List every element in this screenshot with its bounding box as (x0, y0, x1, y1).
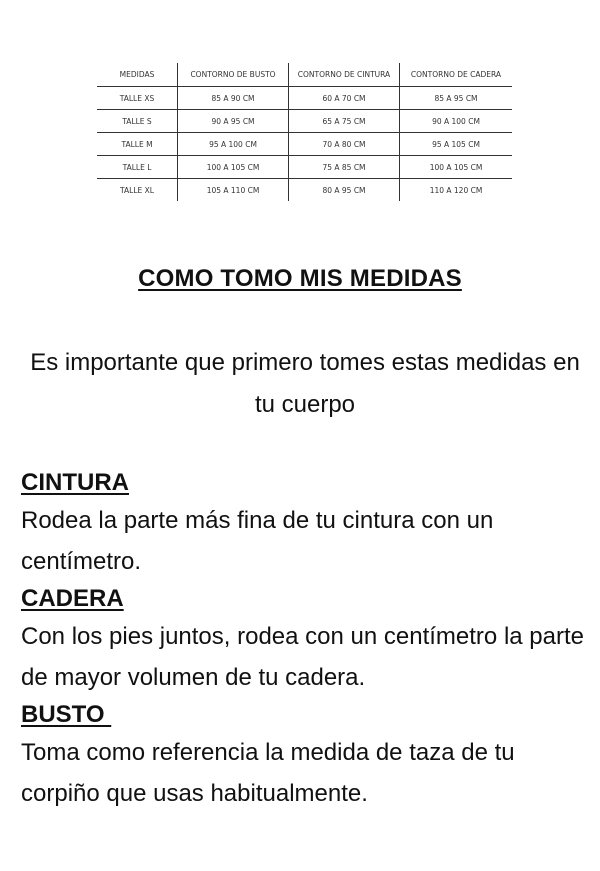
section-title-waist: CINTURA (21, 469, 129, 496)
bust-value: 85 A 90 CM (178, 87, 289, 110)
page-title: COMO TOMO MIS MEDIDAS (138, 265, 462, 292)
table-row-s (97, 110, 512, 133)
header-hip: CONTORNO DE CADERA (400, 63, 513, 87)
hip-value: 100 A 105 CM (400, 156, 513, 179)
intro-text: Es importante que primero tomes estas medidas en tu cuerpo (30, 349, 580, 418)
header-waist: CONTORNO DE CINTURA (289, 63, 400, 87)
section-waist (21, 466, 593, 582)
table-row-xs (97, 87, 512, 110)
bust-value: 105 A 110 CM (178, 179, 289, 202)
bust-value: 95 A 100 CM (178, 133, 289, 156)
size-chart-header-row (97, 63, 512, 87)
waist-value: 75 A 85 CM (289, 156, 400, 179)
section-text-bust: Toma como referencia la medida de taza de tu corpiño que usas habitualmente. (21, 739, 515, 807)
hip-value: 95 A 105 CM (400, 133, 513, 156)
section-bust (21, 698, 593, 814)
size-label: TALLE XL (120, 185, 154, 195)
measurement-instructions (21, 466, 593, 814)
table-row-m (97, 133, 512, 156)
size-chart-table (97, 63, 512, 201)
size-label: TALLE S (97, 110, 178, 133)
section-title-bust: BUSTO (21, 701, 112, 728)
waist-value: 60 A 70 CM (289, 87, 400, 110)
hip-value: 85 A 95 CM (400, 87, 513, 110)
section-text-hip: Con los pies juntos, rodea con un centímetro la parte de mayor volumen de tu cadera. (21, 623, 584, 691)
section-title-hip: CADERA (21, 585, 124, 612)
section-text-waist: Rodea la parte más fina de tu cintura con un centímetro. (21, 507, 494, 575)
waist-value: 80 A 95 CM (289, 179, 400, 202)
size-label: TALLE XS (97, 87, 178, 110)
waist-value: 70 A 80 CM (289, 133, 400, 156)
table-row-xl (97, 179, 512, 202)
section-hip (21, 582, 593, 698)
header-bust: CONTORNO DE BUSTO (178, 63, 289, 87)
table-row-l (97, 156, 512, 179)
waist-value: 65 A 75 CM (289, 110, 400, 133)
size-label: TALLE L (97, 156, 178, 179)
bust-value: 100 A 105 CM (178, 156, 289, 179)
header-measures: MEDIDAS (97, 63, 178, 87)
bust-value: 90 A 95 CM (178, 110, 289, 133)
hip-value: 90 A 100 CM (400, 110, 513, 133)
size-label: TALLE M (97, 133, 178, 156)
hip-value: 110 A 120 CM (400, 179, 513, 202)
